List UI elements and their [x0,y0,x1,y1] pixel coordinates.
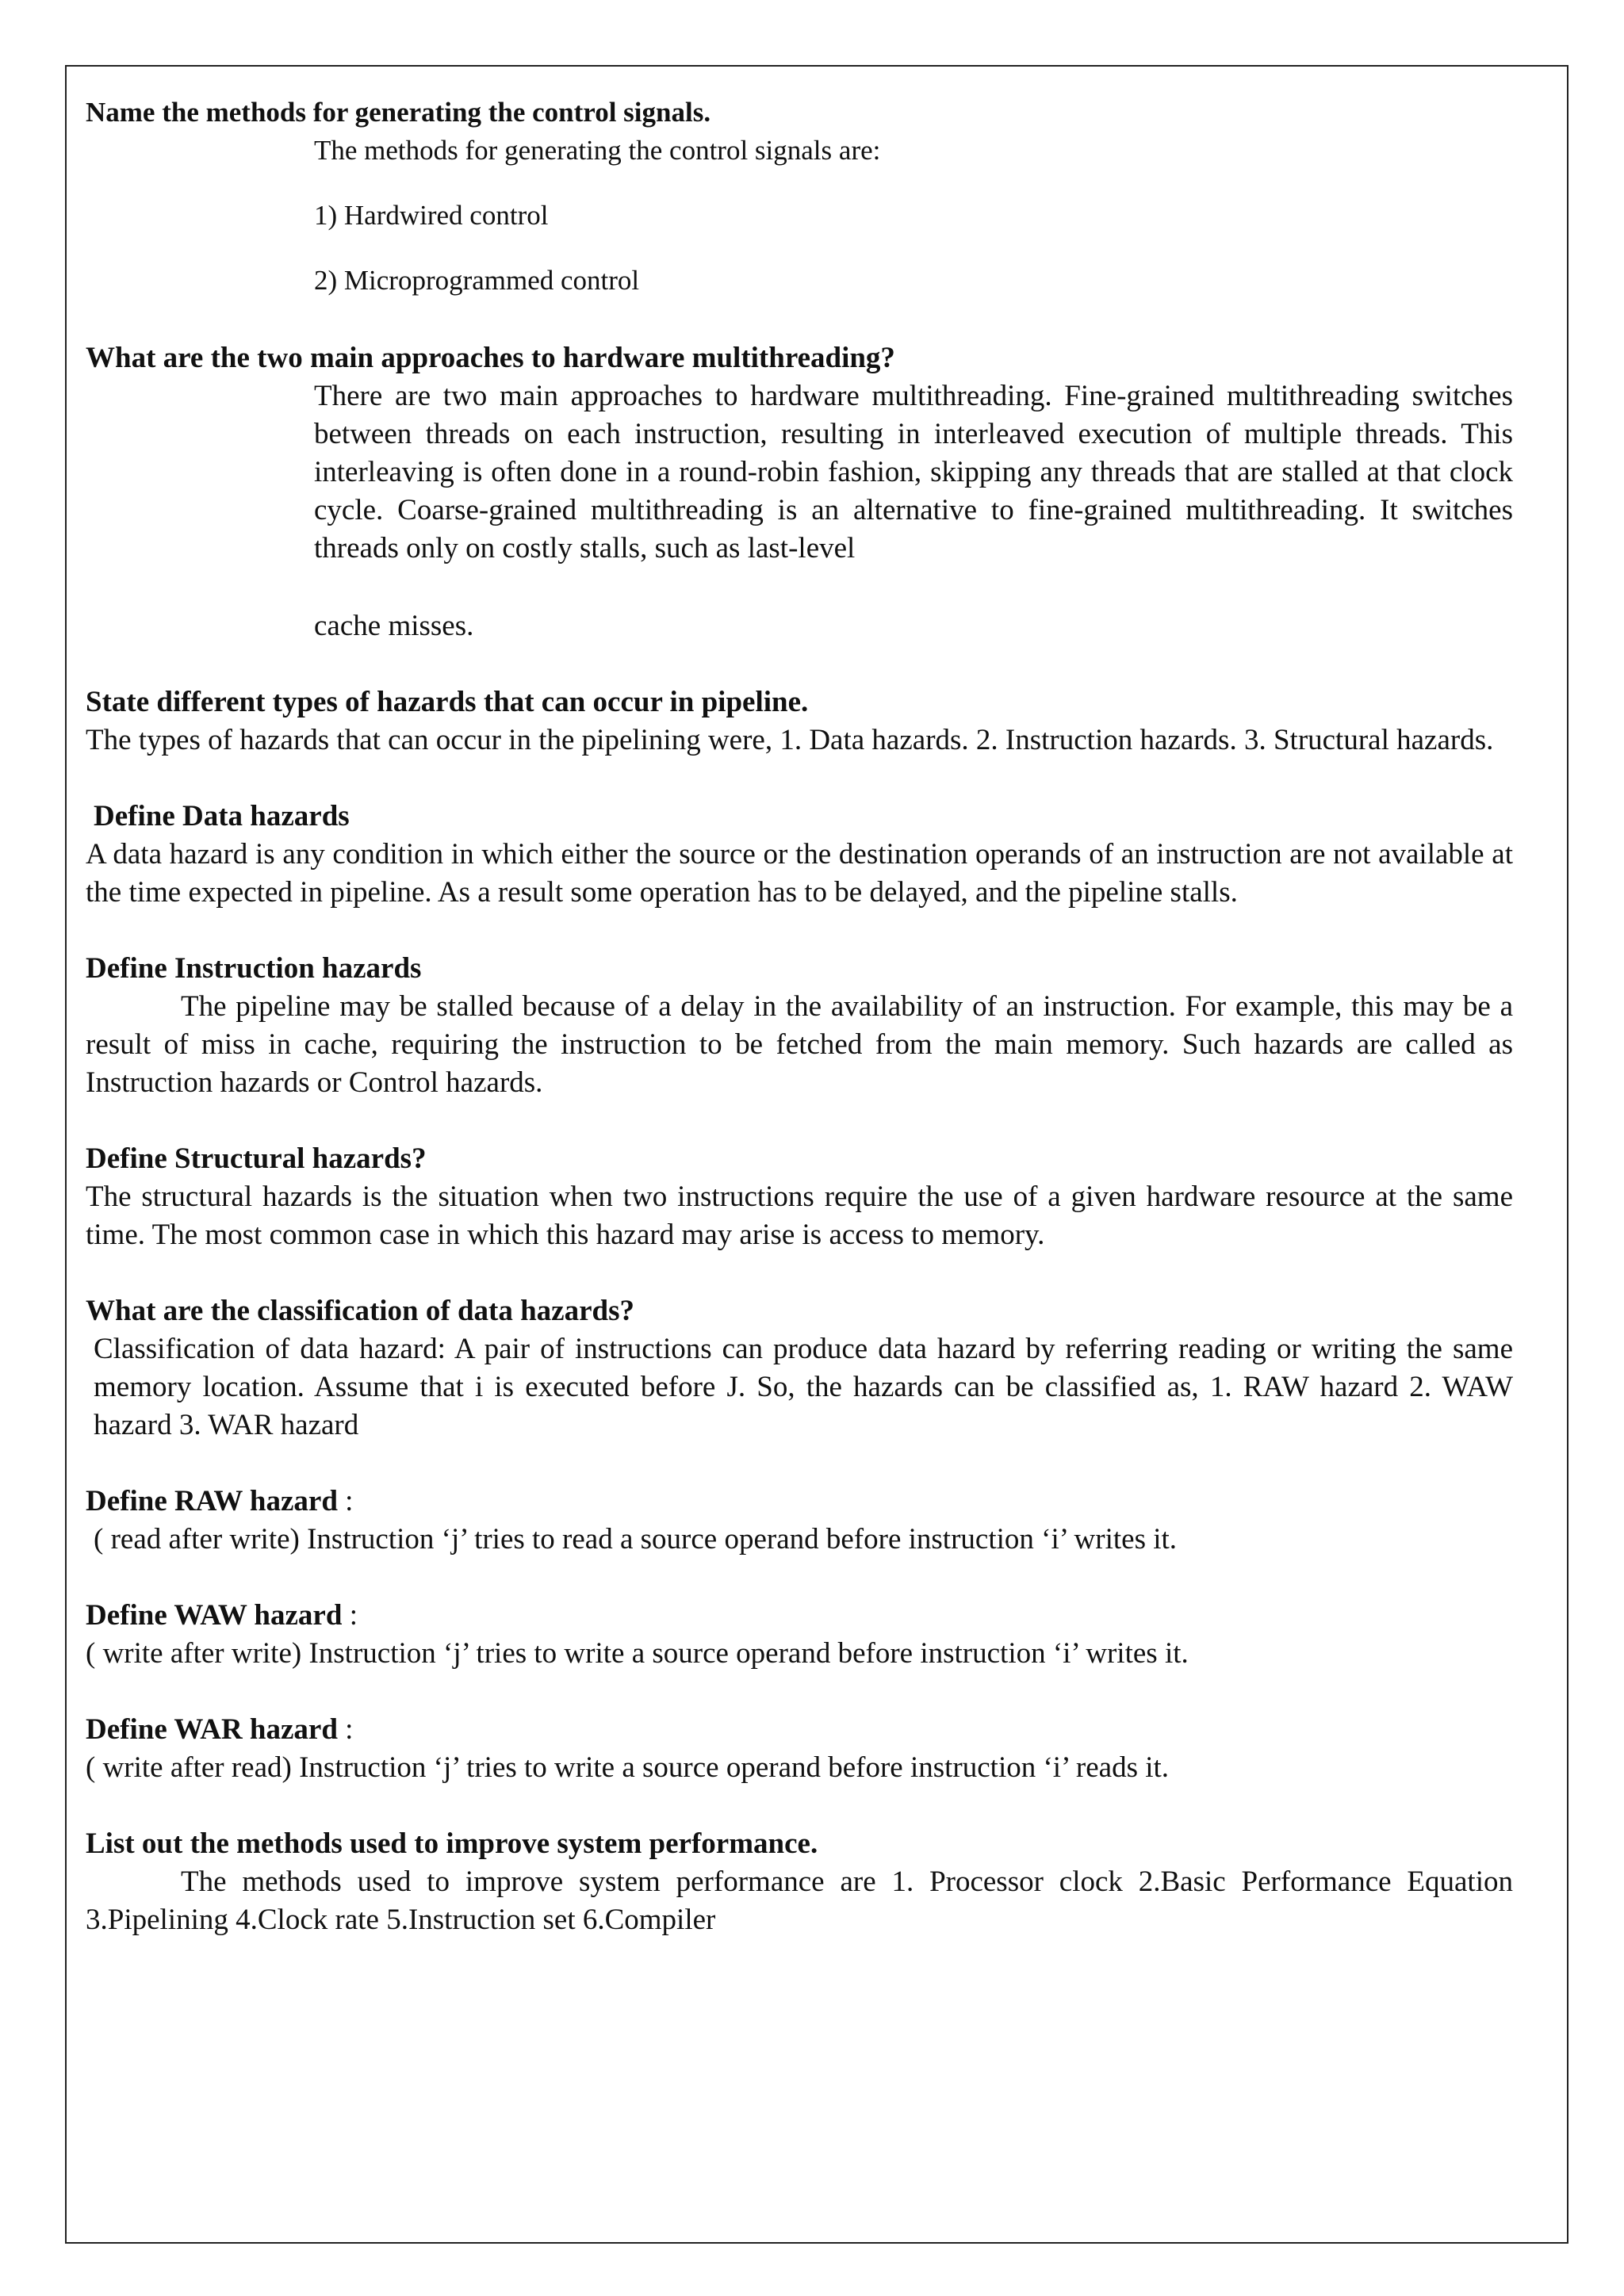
section-instruction-hazards [86,950,1513,1102]
section-structural-hazards [86,1140,1513,1254]
list-item: 1) Hardwired control [314,200,549,231]
question-heading [86,1597,1513,1635]
answer-text: ( write after write) Instruction ‘j’ tries to write a source operand before instruction ‘i’ writes it. [86,1637,1189,1670]
list-item: 2) Microprogrammed control [314,265,640,296]
section-waw-hazard [86,1597,1513,1673]
answer-text: The pipeline may be stalled because of a delay in the availability of an instruction. For example, this may be a result of miss in cache, requiring the instruction to be fetched from the main memory. Such hazards are called as Instruction hazards or Control hazards. [86,990,1513,1099]
question-heading [86,1483,1513,1521]
answer-text: A data hazard is any condition in which either the source or the destination operands of an instruction are not available at the time expected in pipeline. As a result some operation has to be delayed, and the pipeline stalls. [86,838,1513,909]
question-suffix: : [342,1599,358,1632]
question-suffix: : [337,1713,354,1746]
answer-intro: The methods for generating the control signals are: [314,135,881,166]
answer-text: Classification of data hazard: A pair of instructions can produce data hazard by referring reading or writing the same memory location. Assume that i is executed before J. So, the hazards can be classified as, 1. RAW hazard 2. WAW hazard 3. WAR hazard [94,1333,1513,1441]
answer-block [314,132,1513,300]
section-hazard-types [86,683,1513,760]
question-heading: What are the classification of data hazards? [86,1295,634,1327]
question-label: Define RAW hazard [86,1485,338,1517]
answer-text: ( read after write) Instruction ‘j’ tries to read a source operand before instruction ‘i’ writes it. [94,1523,1178,1556]
section-multithreading [86,339,1513,645]
question-heading [86,1711,1513,1749]
document-body [86,94,1513,1939]
section-war-hazard [86,1711,1513,1787]
answer-text-continued: cache misses. [314,610,474,642]
section-data-hazards [86,798,1513,912]
answer-block [314,377,1513,645]
answer-text: There are two main approaches to hardware multithreading. Fine-grained multithreading switches between threads on each instruction, resulting in interleaved execution of multiple threads. This interleaving is often done in a round-robin fashion, skipping any threads that are stalled at that clock cycle. Coarse-grained multithreading is an alternative to fine-grained multithreading. It switches threads only on costly stalls, such as last-level [314,380,1513,564]
question-heading: Name the methods for generating the control signals. [86,97,711,128]
section-system-performance [86,1825,1513,1939]
question-suffix: : [337,1485,354,1517]
section-raw-hazard [86,1483,1513,1559]
question-label: Define WAW hazard [86,1599,343,1632]
answer-text: The structural hazards is the situation when two instructions require the use of a given hardware resource at the same time. The most common case in which this hazard may arise is access to memory. [86,1181,1513,1251]
question-heading: What are the two main approaches to hardware multithreading? [86,342,895,374]
section-control-signals [86,94,1513,300]
question-heading: Define Instruction hazards [86,952,422,985]
question-heading: State different types of hazards that can occur in pipeline. [86,686,809,718]
answer-text: The types of hazards that can occur in the pipelining were, 1. Data hazards. 2. Instruction hazards. 3. Structural hazards. [86,724,1494,756]
question-heading: Define Structural hazards? [86,1142,427,1175]
answer-text: The methods used to improve system performance are 1. Processor clock 2.Basic Performance Equation 3.Pipelining 4.Clock rate 5.Instruction set 6.Compiler [86,1866,1513,1936]
question-heading: Define Data hazards [94,800,350,832]
answer-text: ( write after read) Instruction ‘j’ tries to write a source operand before instruction ‘i’ reads it. [86,1751,1170,1784]
section-data-hazard-classification [86,1292,1513,1445]
question-heading: List out the methods used to improve system performance. [86,1827,818,1860]
question-label: Define WAR hazard [86,1713,338,1746]
